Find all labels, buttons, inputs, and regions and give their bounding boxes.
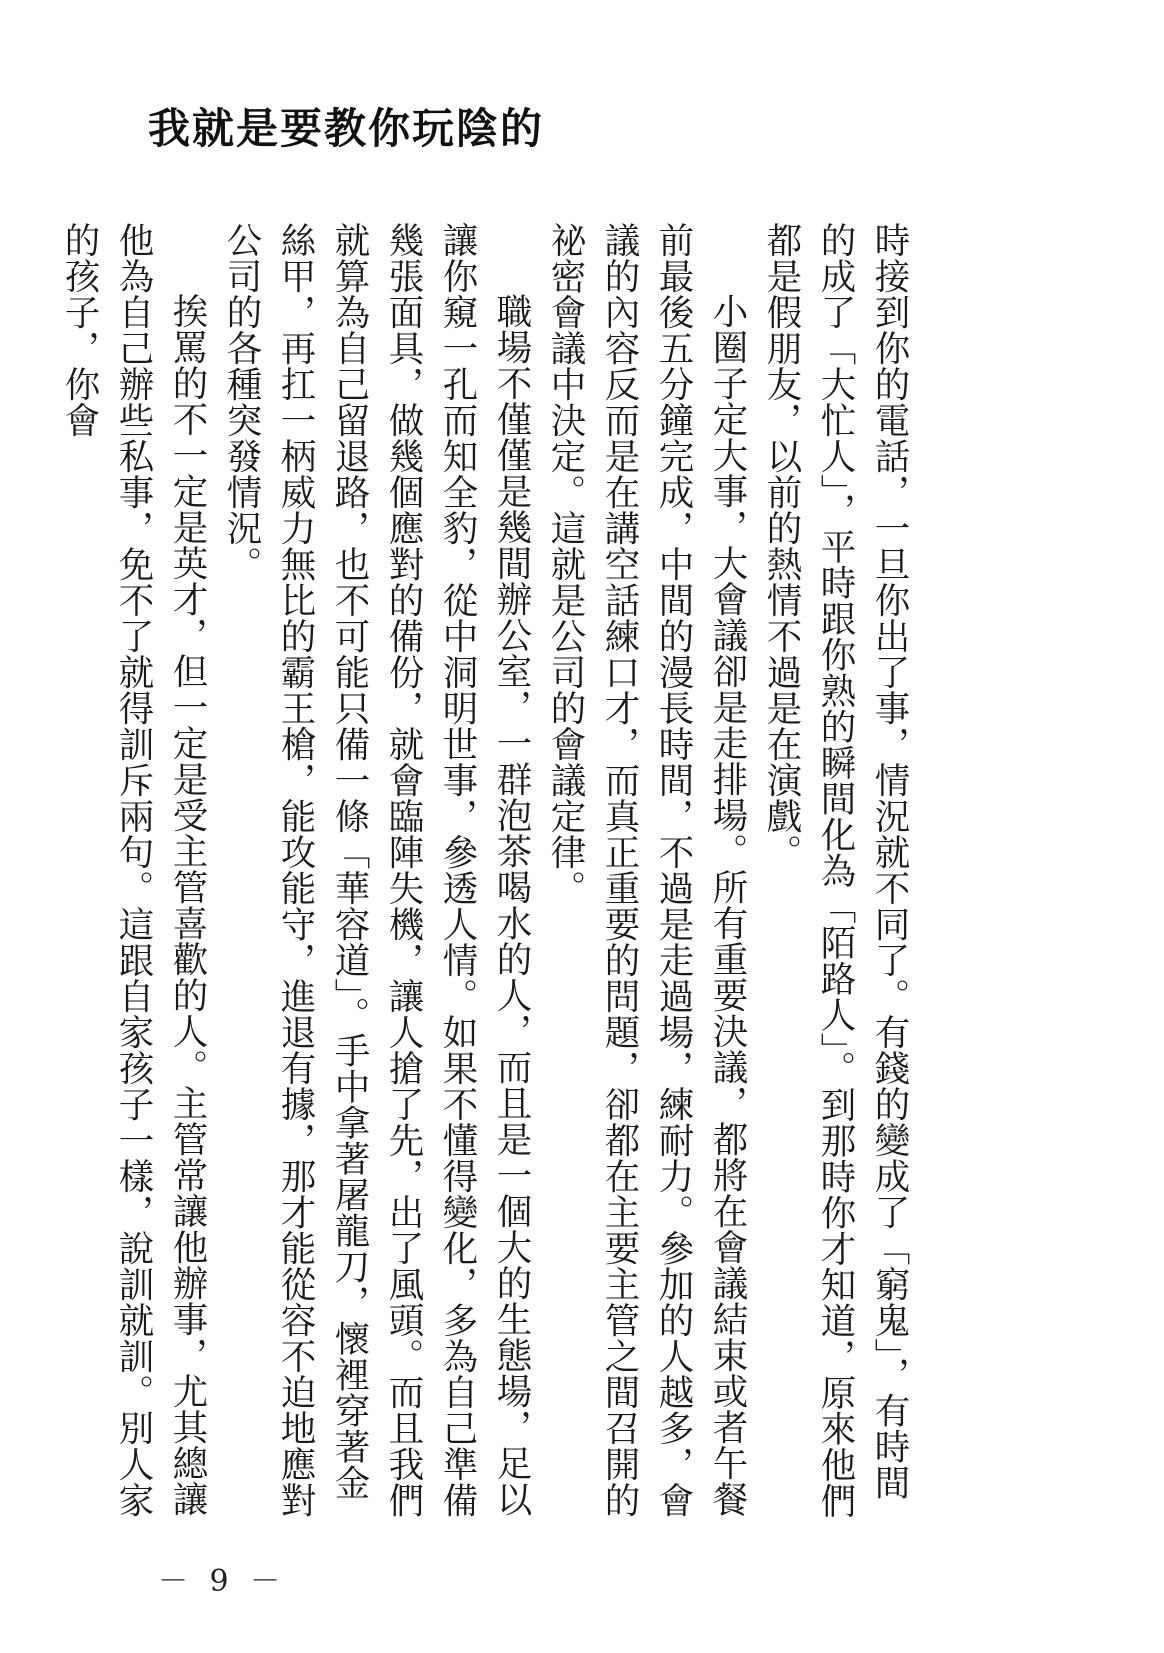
running-title: 我就是要教你玩陰的	[148, 104, 545, 153]
page-number: － 9 －	[158, 1564, 287, 1599]
vertical-body-text	[52, 222, 916, 1532]
paragraph: 小圈子定大事，大會議卻是走排場。所有重要決議，都將在會議結束或者午餐前最後五分鐘完成，中間的漫長時間，不過是走過場，練耐力。參加的人越多，會議的內容反而是在講空話練口才，而真正重要的問題，卻都在主要主管之間召開的祕密會議中決定。這就是公司的會議定律。	[545, 222, 748, 1518]
paragraph: 職場不僅僅是幾間辦公室，一群泡茶喝水的人，而且是一個大的生態場，足以讓你窺一孔而知全豹，從中洞明世事，參透人情。如果不懂得變化，多為自己準備幾張面具，做幾個應對的備份，就會臨陣失機，讓人搶了先，出了風頭。而且我們就算為自己留退路，也不可能只備一條「華容道」。手中拿著屠龍刀，懷裡穿著金絲甲，再扛一柄威力無比的霸王槍，能攻能守，進退有據，那才能從容不迫地應對公司的各種突發情況。	[221, 222, 532, 1518]
paragraph: 挨罵的不一定是英才，但一定是受主管喜歡的人。主管常讓他辦事，尤其總讓他為自己辦些私事，免不了就得訓斥兩句。這跟自家孩子一樣，說訓就訓。別人家的孩子，你會	[59, 222, 208, 1518]
paragraph-continued: 時接到你的電話，一旦你出了事，情況就不同了。有錢的變成了「窮鬼」，有時間的成了「大忙人」，平時跟你熟的瞬間化為「陌路人」。到那時你才知道，原來他們都是假朋友，以前的熱情不過是在演戲。	[761, 222, 910, 1519]
